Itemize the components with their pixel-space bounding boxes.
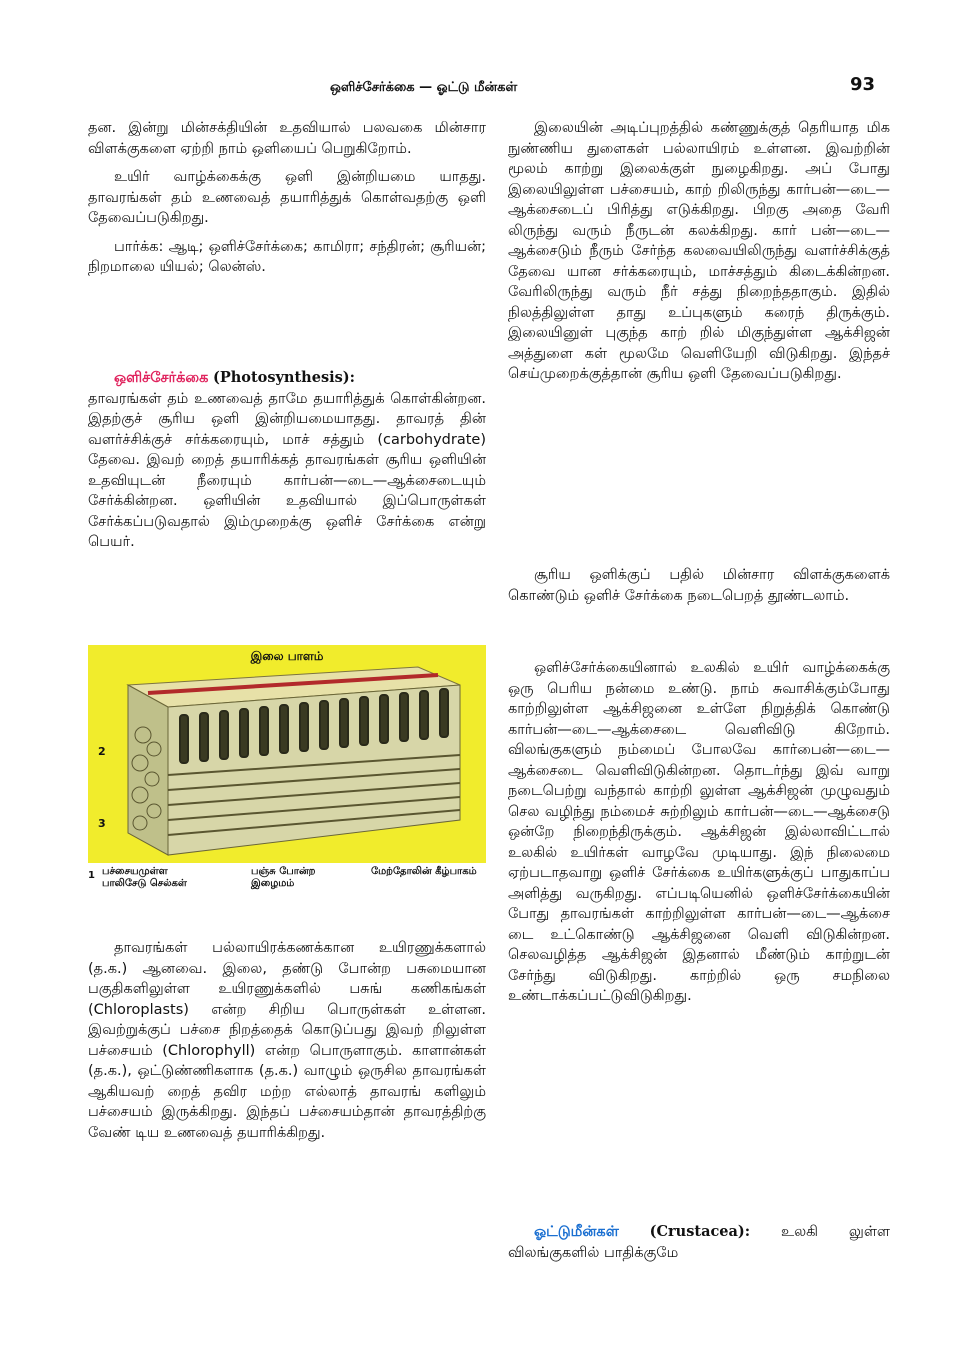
figure-captions xyxy=(86,864,486,898)
left-bottom-section xyxy=(88,938,486,1143)
page-number: 93 xyxy=(850,74,876,95)
right-paragraph-2: சூரிய ஒளிக்குப் பதில் மின்சார விளக்குகளைக் கொண்டும் ஒளிச் சேர்க்கை நடைபெறத் தூண்டலாம். xyxy=(508,567,890,604)
running-title: ஒளிச்சேர்க்கை — ஓட்டு மீன்கள் xyxy=(330,80,518,95)
photosynthesis-paragraph: தாவரங்கள் தம் உணவைத் தாமே தயாரித்துக் கொள்கின்றன. இதற்குச் சூரிய ஒளி இன்றியமையாதது. தாவரத் தின் வளர்ச்சிக்குச் சர்க்கரையும், மாச் சத்தும் (carbohydrate) தேவை. இவற் றைத் தயாரிக்கத் தாவரங்கள் சூரிய ஒளியின் உதவியுடன் நீரையும் கார்பன்—டை—ஆக்சைடையும் சேர்க்கின்றன. ஒளியின் உதவியால் இப்பொருள்கள் சேர்க்கப்படுவதால் இம்முறைக்கு ஒளிச் சேர்க்கை என்று பெயர். xyxy=(88,390,486,550)
crustacea-text: உலகி லுள்ள விலங்குகளில் பாதிக்குமே xyxy=(508,1224,891,1261)
crustacea-heading-en: (Crustacea): xyxy=(649,1223,751,1240)
leaf-cross-section-figure xyxy=(88,645,486,863)
photosynthesis-section xyxy=(88,368,486,553)
left-paragraph-2: உயிர் வாழ்க்கைக்கு ஒளி இன்றியமை யாதது. தாவரங்கள் தம் உணவைத் தயாரித்துக் கொள்வதற்கு ஒளி தேவைப்படுகிறது. xyxy=(88,169,486,226)
right-column-bottom xyxy=(508,658,890,1007)
caption-number-1: 1 xyxy=(88,870,95,881)
caption-palisade: பச்சையமுள்ள பாலிசேடு செல்கள் xyxy=(102,866,187,889)
leaf-block-illustration xyxy=(88,645,486,863)
figure-label-3: 3 xyxy=(98,817,106,830)
photosynthesis-heading-tamil: ஒளிச்சேர்க்கை xyxy=(114,370,209,386)
caption-spongy: பஞ்சு போன்ற இழைமம் xyxy=(251,866,316,889)
crustacea-heading-tamil: ஓட்டுமீன்கள் xyxy=(534,1224,619,1240)
crustacea-section xyxy=(508,1222,890,1263)
right-paragraph-1: இலையின் அடிப்புறத்தில் கண்ணுக்குத் தெரியாத மிக நுண்ணிய துளைகள் பல்லாயிரம் உள்ளன. இவற்றின் மூலம் காற்று இலைக்குள் நுழைகிறது. அப் போது இலையிலுள்ள பச்சையம், காற் றிலிருந்து கார்பன்—டை—ஆக்சைடைப் பிரித்து எடுக்கிறது. பிறகு அதை வேரி லிருந்து வரும் நீருடன் கலக்கிறது. கார் பன்—டை—ஆக்சைடும் நீரும் சேர்ந்த கலவையிலிருந்து வளர்ச்சிக்குத் தேவை யான சர்க்கரையும், மாச்சத்தும் கிடைக்கின்றன. வேரிலிருந்து வரும் நீர் சத்து நிறைந்ததாகும். இதில் நிலத்திலுள்ள தாது உப்புகளும் கரைந் திருக்கும். இலையினுள் புகுந்த காற் றில் மிகுந்துள்ள ஆக்சிஜன் அத்துளை கள் மூலமே வெளியேறி விடுகிறது. இந்தச் செய்முறைக்குத்தான் சூரிய ஒளி தேவைப்படுகிறது. xyxy=(508,120,890,382)
caption-lower-epidermis: மேற்தோலின் கீழ்பாகம் xyxy=(371,866,477,877)
photosynthesis-heading-en: (Photosynthesis): xyxy=(213,369,355,386)
left-paragraph-1: தன. இன்று மின்சக்தியின் உதவியால் பலவகை மின்சார விளக்குகளை ஏற்றி நாம் ஒளியைப் பெறுகிறோம். xyxy=(88,120,486,157)
right-column-top xyxy=(508,118,890,385)
left-paragraph-5: தாவரங்கள் பல்லாயிரக்கணக்கான உயிரணுக்களால் (த.க.) ஆனவை. இலை, தண்டு போன்ற பசுமையான பகுதிகளிலுள்ள உயிரணுக்களில் பசுங் கணிகங்கள் (Chloroplasts) என்ற சிறிய பொருள்கள் உள்ளன. இவற்றுக்குப் பச்சை நிறத்தைக் கொடுப்பது இவற் றிலுள்ள பச்சையம் (Chlorophyll) என்ற பொருளாகும். காளான்கள் (த.க.), ஒட்டுண்ணிகளாக (த.க.) வாழும் ஒருசில தாவரங்கள் ஆகியவற் றைத் தவிர மற்ற எல்லாத் தாவரங் களிலும் பச்சையம் இருக்கிறது. இந்தப் பச்சையம்தான் தாவரத்திற்கு வேண் டிய உணவைத் தயாரிக்கிறது. xyxy=(88,940,486,1141)
left-paragraph-3: பார்க்க: ஆடி; ஒளிச்சேர்க்கை; காமிரா; சந்திரன்; சூரியன்; நிறமாலை யியல்; லென்ஸ். xyxy=(88,238,486,275)
right-column-middle xyxy=(508,565,890,606)
figure-label-2: 2 xyxy=(98,745,106,758)
figure-title: இலை பாளம் xyxy=(250,649,324,663)
right-paragraph-3: ஒளிச்சேர்க்கையினால் உலகில் உயிர் வாழ்க்கைக்கு ஒரு பெரிய நன்மை உண்டு. நாம் சுவாசிக்கும்போது காற்றிலுள்ள ஆக்சிஜனை உள்ளே நிறுத்திக் கொண்டு கார்பன்—டை—ஆக்சைடை வெளிவிடு கிறோம். விலங்குகளும் நம்மைப் போலவே கார்பைன்—டை—ஆக்சைடை வெளிவிடுகின்றன. தொடர்ந்து இவ் வாறு நடைபெற்று வந்தால் காற்றி லுள்ள ஆக்சிஜன் முழுவதும் செல வழிந்து நம்மைச் சுற்றிலும் கார்பன்—டை—ஆக்சைடு ஒன்றே நிறைந்திருக்கும். ஆக்சிஜன் இல்லாவிட்டால் உலகில் உயிர்கள் வாழவே முடியாது. இந் நிலைமை ஏற்படாதவாறு ஒளிச் சேர்க்கை உயிர்களுக்குப் பாதுகாப்ப அளித்து வருகிறது. எப்படியெனில் ஒளிச்சேர்க்கையின் போது தாவரங்கள் காற்றிலுள்ள கார்பன்—டை—ஆக்சை டை உட்கொண்டு ஆக்சிஜனை வெளி விடுகின்றன. செலவழித்த ஆக்சிஜன் இதனால் மீண்டும் காற்றுடன் சேர்ந்து விடுகிறது. காற்றில் ஒரு சமநிலை உண்டாக்கப்பட்டுவிடுகிறது. xyxy=(508,660,890,1004)
left-column xyxy=(88,118,486,278)
